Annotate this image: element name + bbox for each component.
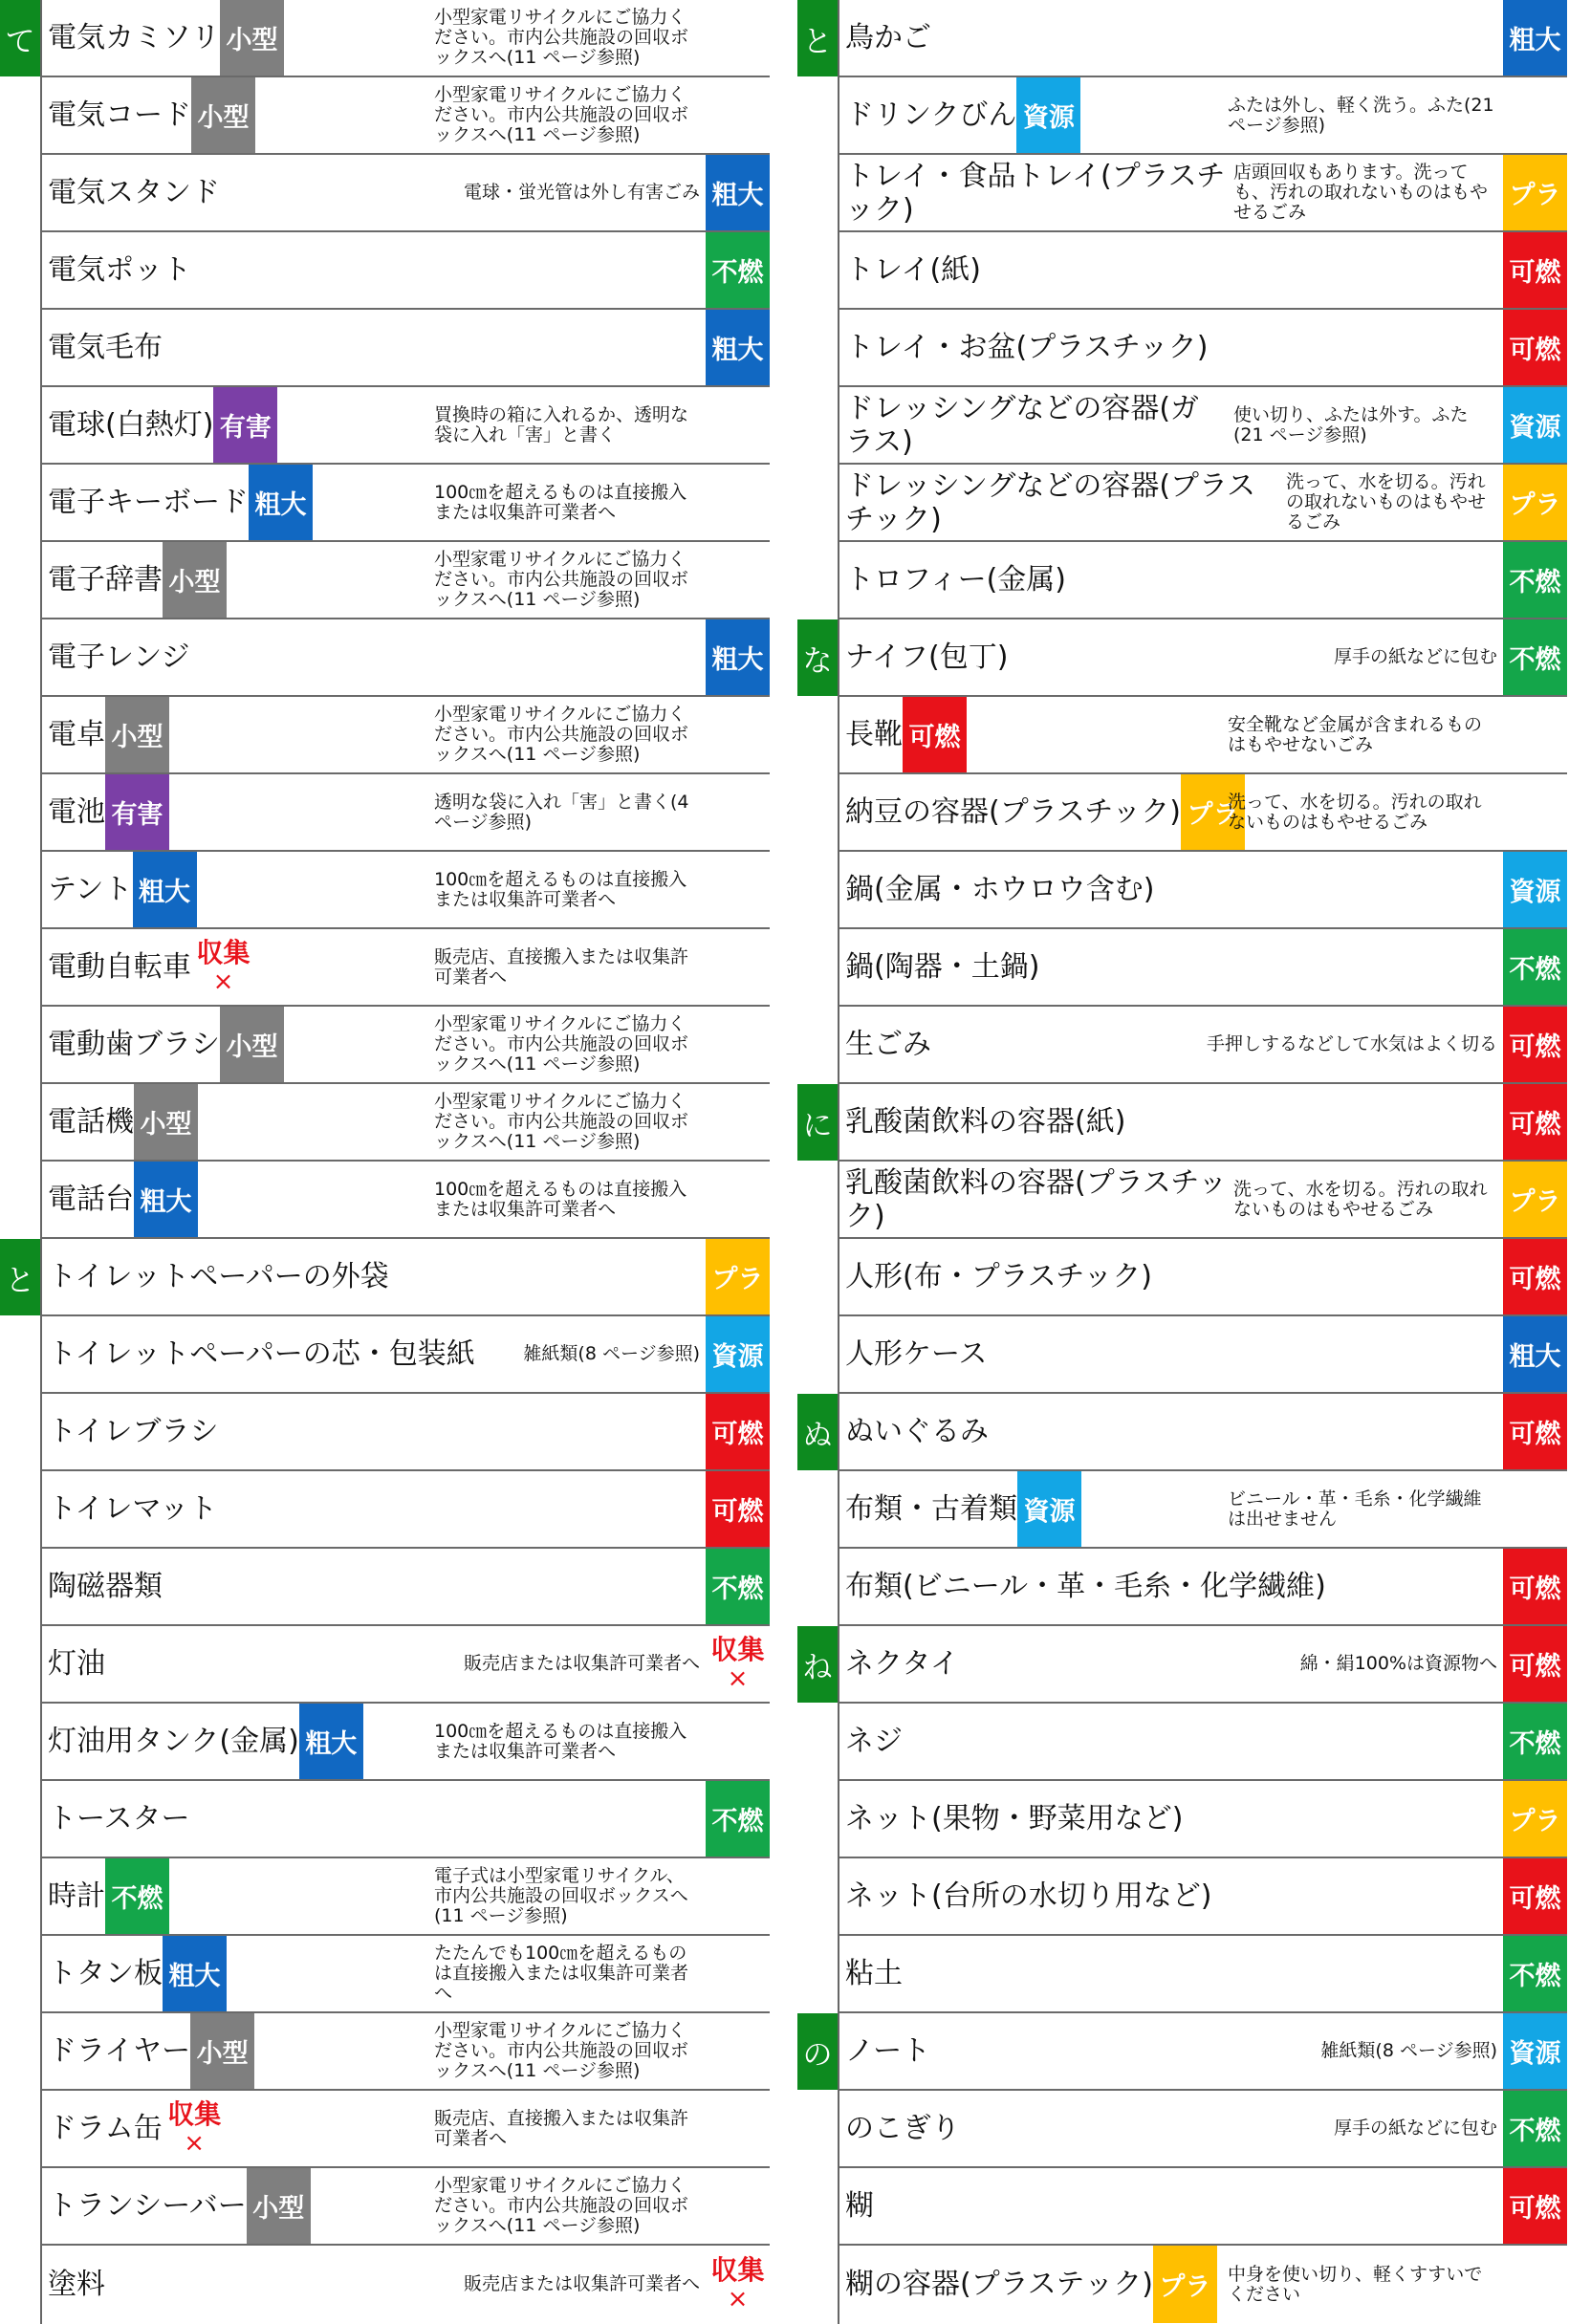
list-item <box>839 1007 1567 1084</box>
category-badge: 不燃 <box>706 1549 770 1624</box>
item-name: ドリンクびん <box>845 98 1017 132</box>
item-name: トイレブラシ <box>48 1415 219 1448</box>
item-note <box>163 1549 706 1624</box>
item-note <box>1183 1781 1503 1857</box>
item-note <box>981 232 1503 308</box>
index-tab: の <box>797 2013 838 2090</box>
item-note <box>1154 852 1503 927</box>
item-note: 厚手の紙などに包む <box>1333 646 1497 667</box>
list-item <box>42 2246 770 2323</box>
list-item <box>839 697 1567 774</box>
category-badge: 資源 <box>1503 2013 1567 2089</box>
item-name: トイレットペーパーの芯・包装紙 <box>48 1337 475 1371</box>
item-name: 糊の容器(プラステック) <box>845 2268 1153 2301</box>
item-note <box>874 2168 1503 2244</box>
category-badge: 可燃 <box>1503 1394 1567 1469</box>
item-note: 綿・絹100%は資源物へ <box>1299 1653 1497 1674</box>
item-name: 灯油用タンク(金属) <box>48 1725 299 1758</box>
list-item <box>839 2091 1567 2168</box>
item-name: 鍋(金属・ホウロウ含む) <box>845 873 1155 906</box>
cross-icon: × <box>184 2128 206 2158</box>
category-badge: 可燃 <box>1503 1549 1567 1624</box>
index-tab: て <box>0 0 40 76</box>
list-item <box>42 774 770 852</box>
category-badge: 可燃 <box>1503 2168 1567 2244</box>
item-name: 電気コード <box>48 98 191 132</box>
item-name: トイレマット <box>48 1492 218 1526</box>
list-item <box>42 619 770 697</box>
right-column <box>797 0 1567 2324</box>
list-item <box>839 310 1567 387</box>
list-item <box>42 465 770 542</box>
list-item <box>839 929 1567 1007</box>
item-note <box>1326 1549 1503 1624</box>
item-note <box>217 1471 706 1547</box>
list-item <box>839 1394 1567 1471</box>
category-badge: 可燃 <box>1503 232 1567 308</box>
category-badge: 可燃 <box>1503 1858 1567 1934</box>
item-name: 時計 <box>48 1879 105 1913</box>
item-note <box>903 1704 1503 1779</box>
category-badge: 粗大 <box>299 1704 363 1779</box>
item-name: 電気ポット <box>48 253 191 287</box>
category-badge <box>191 929 255 1005</box>
category-badge: 不燃 <box>1503 1704 1567 1779</box>
list-item <box>839 1316 1567 1394</box>
category-badge: 有害 <box>213 387 277 463</box>
list-item <box>42 1471 770 1549</box>
item-name: トイレットペーパーの外袋 <box>48 1260 389 1293</box>
item-name: 電池 <box>48 795 105 829</box>
list-item <box>42 2091 770 2168</box>
list-item <box>839 2168 1567 2246</box>
list-item <box>42 1162 770 1239</box>
category-badge: 資源 <box>1503 852 1567 927</box>
item-note: 透明な袋に入れ「害」と書く(4 ページ参照) <box>434 791 689 833</box>
list-item <box>839 1781 1567 1858</box>
list-item <box>42 387 770 465</box>
list-item <box>839 155 1567 232</box>
item-note <box>163 310 706 385</box>
item-note: 小型家電リサイクルにご協力ください。市内公共施設の回収ボックスへ(11 ページ参照) <box>434 704 689 765</box>
category-badge: 不燃 <box>706 1781 770 1857</box>
index-tab: と <box>0 1239 40 1315</box>
item-name: 乳酸菌飲料の容器(紙) <box>845 1105 1126 1139</box>
list-item <box>839 774 1567 852</box>
item-note: 買換時の箱に入れるか、透明な袋に入れ「害」と書く <box>434 403 689 445</box>
category-badge: 小型 <box>191 77 255 153</box>
category-badge: 資源 <box>706 1316 770 1392</box>
category-badge: 粗大 <box>706 155 770 230</box>
item-note: 小型家電リサイクルにご協力ください。市内公共施設の回収ボックスへ(11 ページ参照) <box>434 84 689 145</box>
left-index-tabs <box>0 0 40 2324</box>
cross-icon: × <box>727 1663 749 1693</box>
list-item <box>839 852 1567 929</box>
item-note <box>903 1936 1503 2011</box>
category-badge <box>163 2091 227 2166</box>
list-item <box>42 1239 770 1316</box>
category-badge: 小型 <box>163 542 227 618</box>
category-badge: 不燃 <box>1503 1936 1567 2011</box>
list-item <box>839 1239 1567 1316</box>
list-item <box>42 929 770 1007</box>
item-note: 洗って、水を切る。汚れの取れないものはもやせるごみ <box>1233 1178 1488 1220</box>
list-item <box>839 0 1567 77</box>
right-items-table <box>838 0 1567 2324</box>
category-badge: 小型 <box>190 2013 254 2089</box>
index-tab: と <box>797 0 838 76</box>
list-item <box>42 1084 770 1162</box>
item-name: 糊 <box>845 2189 874 2223</box>
category-badge: プラ <box>1503 1162 1567 1237</box>
category-badge: 資源 <box>1017 1471 1081 1547</box>
category-badge: 不燃 <box>1503 2091 1567 2166</box>
item-note: 電球・蛍光管は外し有害ごみ <box>463 182 700 203</box>
list-item <box>839 2013 1567 2091</box>
item-name: 粘土 <box>845 1957 903 1990</box>
item-name: 納豆の容器(プラスチック) <box>845 795 1182 829</box>
item-name: ネット(果物・野菜用など) <box>845 1802 1184 1835</box>
collect-not-possible-label: 収集 <box>710 1633 765 1665</box>
list-item <box>839 542 1567 619</box>
list-item <box>42 1549 770 1626</box>
item-note: 小型家電リサイクルにご協力ください。市内公共施設の回収ボックスへ(11 ページ参照) <box>434 1091 689 1152</box>
list-item <box>839 77 1567 155</box>
item-name: ナイフ(包丁) <box>845 641 1009 674</box>
left-items-table <box>40 0 770 2324</box>
item-name: ネジ <box>845 1725 903 1758</box>
list-item <box>42 155 770 232</box>
item-name: 人形ケース <box>845 1337 988 1371</box>
list-item <box>839 1084 1567 1162</box>
item-note: 小型家電リサイクルにご協力ください。市内公共施設の回収ボックスへ(11 ページ参照) <box>434 2020 689 2081</box>
list-item <box>42 2168 770 2246</box>
list-item <box>839 1704 1567 1781</box>
list-item <box>839 232 1567 310</box>
item-note: 販売店または収集許可業者へ <box>463 2273 700 2294</box>
item-name: ネクタイ <box>845 1647 959 1681</box>
item-name: のこぎり <box>845 2112 960 2145</box>
index-tab: ね <box>797 1626 838 1703</box>
category-badge: 小型 <box>134 1084 198 1160</box>
item-note: ふたは外し、軽く洗う。ふた(21 ページ参照) <box>1228 94 1494 136</box>
item-note: 100㎝を超えるものは直接搬入または収集許可業者へ <box>434 1178 687 1220</box>
item-note: 販売店、直接搬入または収集許可業者へ <box>434 945 689 988</box>
item-note <box>988 1316 1504 1392</box>
category-badge <box>706 2246 770 2323</box>
list-item <box>42 0 770 77</box>
item-name: ドレッシングなどの容器(プラスチック) <box>845 468 1256 536</box>
cross-icon: × <box>212 967 234 996</box>
list-item <box>839 619 1567 697</box>
category-badge: 粗大 <box>1503 1316 1567 1392</box>
category-badge: 有害 <box>105 774 169 850</box>
list-item <box>839 465 1567 542</box>
list-item <box>42 1858 770 1936</box>
category-badge: 粗大 <box>249 465 313 540</box>
list-item <box>839 1471 1567 1549</box>
item-name: トレイ・食品トレイ(プラスチック) <box>845 159 1226 227</box>
category-badge: プラ <box>1503 155 1567 230</box>
item-note: 使い切り、ふたは外す。ふた(21 ページ参照) <box>1233 403 1469 445</box>
item-name: ネット(台所の水切り用など) <box>845 1879 1212 1913</box>
item-note: 小型家電リサイクルにご協力ください。市内公共施設の回収ボックスへ(11 ページ参照) <box>434 2175 689 2236</box>
item-note: 安全靴など金属が含まれるものはもやせないごみ <box>1228 713 1483 755</box>
item-note: 電子式は小型家電リサイクル、市内公共施設の回収ボックスへ(11 ページ参照) <box>434 1865 688 1926</box>
category-badge: 可燃 <box>1503 1239 1567 1314</box>
category-badge: 不燃 <box>1503 929 1567 1005</box>
category-badge: 資源 <box>1016 77 1080 153</box>
category-badge: 小型 <box>105 697 169 772</box>
list-item <box>42 1704 770 1781</box>
item-name: 電卓 <box>48 718 105 751</box>
category-badge: プラ <box>1153 2246 1217 2323</box>
item-name: 塗料 <box>48 2268 105 2301</box>
index-tab: ぬ <box>797 1394 838 1470</box>
item-name: 灯油 <box>48 1647 105 1681</box>
category-badge: 不燃 <box>1503 619 1567 695</box>
item-note: 販売店、直接搬入または収集許可業者へ <box>434 2107 689 2149</box>
list-item <box>42 310 770 387</box>
category-badge: 不燃 <box>1503 542 1567 618</box>
category-badge: 粗大 <box>134 1162 198 1237</box>
list-item <box>42 1007 770 1084</box>
item-note: 100㎝を超えるものは直接搬入または収集許可業者へ <box>434 868 687 910</box>
list-item <box>42 1394 770 1471</box>
index-tab: な <box>797 619 838 696</box>
left-column <box>0 0 770 2324</box>
item-note <box>1152 1239 1503 1314</box>
item-name: 鍋(陶器・土鍋) <box>845 950 1040 984</box>
item-name: 乳酸菌飲料の容器(プラスチック) <box>845 1165 1228 1233</box>
item-name: トレイ(紙) <box>845 253 981 287</box>
category-badge <box>706 1626 770 1702</box>
item-name: 電気毛布 <box>48 331 163 364</box>
item-note <box>191 232 706 308</box>
item-note <box>1039 929 1503 1005</box>
item-name: 電動自転車 <box>48 950 191 984</box>
category-badge: プラ <box>1503 465 1567 540</box>
item-note: 小型家電リサイクルにご協力ください。市内公共施設の回収ボックスへ(11 ページ参照) <box>434 1013 689 1075</box>
item-name: トースター <box>48 1802 190 1835</box>
category-badge: 粗大 <box>163 1936 227 2011</box>
item-name: 鳥かご <box>845 21 931 54</box>
item-name: 生ごみ <box>845 1028 931 1061</box>
category-badge: 小型 <box>220 0 284 76</box>
category-badge: 不燃 <box>706 232 770 308</box>
item-note: 洗って、水を切る。汚れの取れないものはもやせるごみ <box>1228 791 1482 833</box>
category-badge: 小型 <box>247 2168 311 2244</box>
item-name: 人形(布・プラスチック) <box>845 1260 1153 1293</box>
list-item <box>42 1626 770 1704</box>
item-note <box>190 1781 707 1857</box>
item-note: 100㎝を超えるものは直接搬入または収集許可業者へ <box>434 481 687 523</box>
item-name: ぬいぐるみ <box>845 1415 989 1448</box>
category-badge: 粗大 <box>706 310 770 385</box>
item-note <box>190 619 707 695</box>
category-badge: プラ <box>1503 1781 1567 1857</box>
collect-not-possible-label: 収集 <box>167 2097 222 2130</box>
category-badge: 可燃 <box>1503 1007 1567 1082</box>
category-badge: 粗大 <box>1503 0 1567 76</box>
item-note <box>219 1394 707 1469</box>
item-name: トレイ・お盆(プラスチック) <box>845 331 1209 364</box>
list-item <box>42 542 770 619</box>
list-item <box>42 697 770 774</box>
item-note: 100㎝を超えるものは直接搬入または収集許可業者へ <box>434 1720 687 1762</box>
list-item <box>42 1781 770 1858</box>
list-item <box>839 1162 1567 1239</box>
category-badge: 不燃 <box>105 1858 169 1934</box>
item-name: 電子レンジ <box>48 641 190 674</box>
list-item <box>42 1936 770 2013</box>
item-note: 洗って、水を切る。汚れの取れないものはもやせるごみ <box>1286 471 1487 532</box>
item-note <box>389 1239 706 1314</box>
index-tab: に <box>797 1084 838 1161</box>
list-item <box>839 2246 1567 2323</box>
item-note <box>1209 310 1503 385</box>
item-note: 雑紙類(8 ページ参照) <box>1320 2040 1497 2061</box>
item-name: 電球(白熱灯) <box>48 408 214 442</box>
item-note: 中身を使い切り、軽くすすいでください <box>1228 2263 1483 2305</box>
item-note: 小型家電リサイクルにご協力ください。市内公共施設の回収ボックスへ(11 ページ参照) <box>434 7 689 68</box>
item-note <box>931 0 1503 76</box>
item-name: 電動歯ブラシ <box>48 1028 220 1061</box>
category-badge: プラ <box>706 1239 770 1314</box>
item-name: ドライヤー <box>48 2034 191 2068</box>
item-note: 手押しするなどして水気はよく切る <box>1206 1033 1497 1054</box>
item-name: ノート <box>845 2034 931 2068</box>
item-name: トランシーバー <box>48 2189 247 2223</box>
category-badge: 小型 <box>220 1007 284 1082</box>
item-name: 電話台 <box>48 1183 134 1216</box>
item-note <box>1066 542 1503 618</box>
list-item <box>839 1626 1567 1704</box>
item-name: トロフィー(金属) <box>845 563 1067 597</box>
item-name: 電子辞書 <box>48 563 163 597</box>
item-name: ドレッシングなどの容器(ガラス) <box>845 391 1200 459</box>
category-badge: 可燃 <box>1503 1626 1567 1702</box>
item-note <box>989 1394 1503 1469</box>
list-item <box>839 387 1567 465</box>
item-note <box>1125 1084 1503 1160</box>
list-item <box>839 1549 1567 1626</box>
item-name: 布類(ビニール・革・毛糸・化学繊維) <box>845 1570 1326 1603</box>
item-name: 布類・古着類 <box>845 1492 1017 1526</box>
right-index-tabs <box>797 0 838 2324</box>
category-badge: プラ <box>1181 774 1245 850</box>
category-badge: 粗大 <box>706 619 770 695</box>
item-name: テント <box>48 873 133 906</box>
item-note: 店頭回収もあります。洗っても、汚れの取れないものはもやせるごみ <box>1233 162 1489 223</box>
list-item <box>42 1316 770 1394</box>
list-item <box>42 232 770 310</box>
item-note: 販売店または収集許可業者へ <box>463 1653 700 1674</box>
category-badge: 粗大 <box>133 852 197 927</box>
item-name: 電話機 <box>48 1105 134 1139</box>
category-badge: 可燃 <box>706 1394 770 1469</box>
category-badge: 可燃 <box>706 1471 770 1547</box>
item-name: ドラム缶 <box>48 2112 163 2145</box>
item-name: 電子キーボード <box>48 486 249 519</box>
item-note <box>1211 1858 1503 1934</box>
item-note: たたんでも100㎝を超えるものは直接搬入または収集許可業者へ <box>434 1943 689 2004</box>
category-badge: 可燃 <box>1503 310 1567 385</box>
list-item <box>42 77 770 155</box>
item-name: 長靴 <box>845 718 903 751</box>
item-note: 小型家電リサイクルにご協力ください。市内公共施設の回収ボックスへ(11 ページ参照) <box>434 549 689 610</box>
collect-not-possible-label: 収集 <box>710 2253 765 2286</box>
item-name: 陶磁器類 <box>48 1570 163 1603</box>
category-badge: 可燃 <box>1503 1084 1567 1160</box>
collect-not-possible-label: 収集 <box>196 936 251 968</box>
list-item <box>42 2013 770 2091</box>
category-badge: 可燃 <box>903 697 967 772</box>
item-name: 電気スタンド <box>48 176 220 209</box>
cross-icon: × <box>727 2284 749 2313</box>
list-item <box>839 1936 1567 2013</box>
item-name: トタン板 <box>48 1957 163 1990</box>
item-note: 雑紙類(8 ページ参照) <box>523 1343 700 1364</box>
category-badge: 資源 <box>1503 387 1567 463</box>
list-item <box>839 1858 1567 1936</box>
item-name: 電気カミソリ <box>48 21 220 54</box>
item-note: ビニール・革・毛糸・化学繊維は出せません <box>1228 1488 1482 1530</box>
list-item <box>42 852 770 929</box>
item-note: 厚手の紙などに包む <box>1333 2118 1497 2139</box>
